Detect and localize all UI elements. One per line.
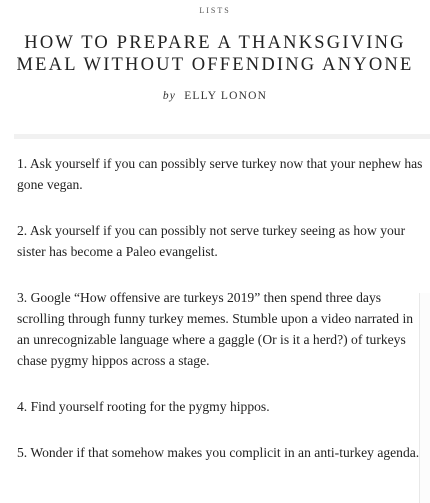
list-item: 2. Ask yourself if you can possibly not serve turkey seeing as how your sister has become a Paleo evangelist. <box>17 223 406 259</box>
byline-prefix: by <box>162 90 177 102</box>
list-item: 3. Google “How offensive are turkeys 2019” then spend three days scrolling through funny turkey memes. Stumble upon a video narrated in an unrecognizable language where a gaggle (Or is it a herd?) of turkeys chase pygmy hippos across a stage. <box>17 290 414 368</box>
header-divider <box>14 134 430 139</box>
side-ad-panel <box>419 293 430 503</box>
article-title: HOW TO PREPARE A THANKSGIVING MEAL WITHOUT OFFENDING ANYONE <box>16 33 414 75</box>
section-label[interactable]: LISTS <box>199 6 231 15</box>
list-item: 1. Ask yourself if you can possibly serve turkey now that your nephew has gone vegan. <box>17 156 423 192</box>
list-item: 4. Find yourself rooting for the pygmy hippos. <box>17 399 270 414</box>
author-name[interactable]: ELLY LONON <box>184 90 268 102</box>
article-body <box>17 153 427 488</box>
list-item: 5. Wonder if that somehow makes you complicit in an anti-turkey agenda. <box>17 445 420 460</box>
byline <box>0 90 430 102</box>
article-header <box>0 0 430 102</box>
